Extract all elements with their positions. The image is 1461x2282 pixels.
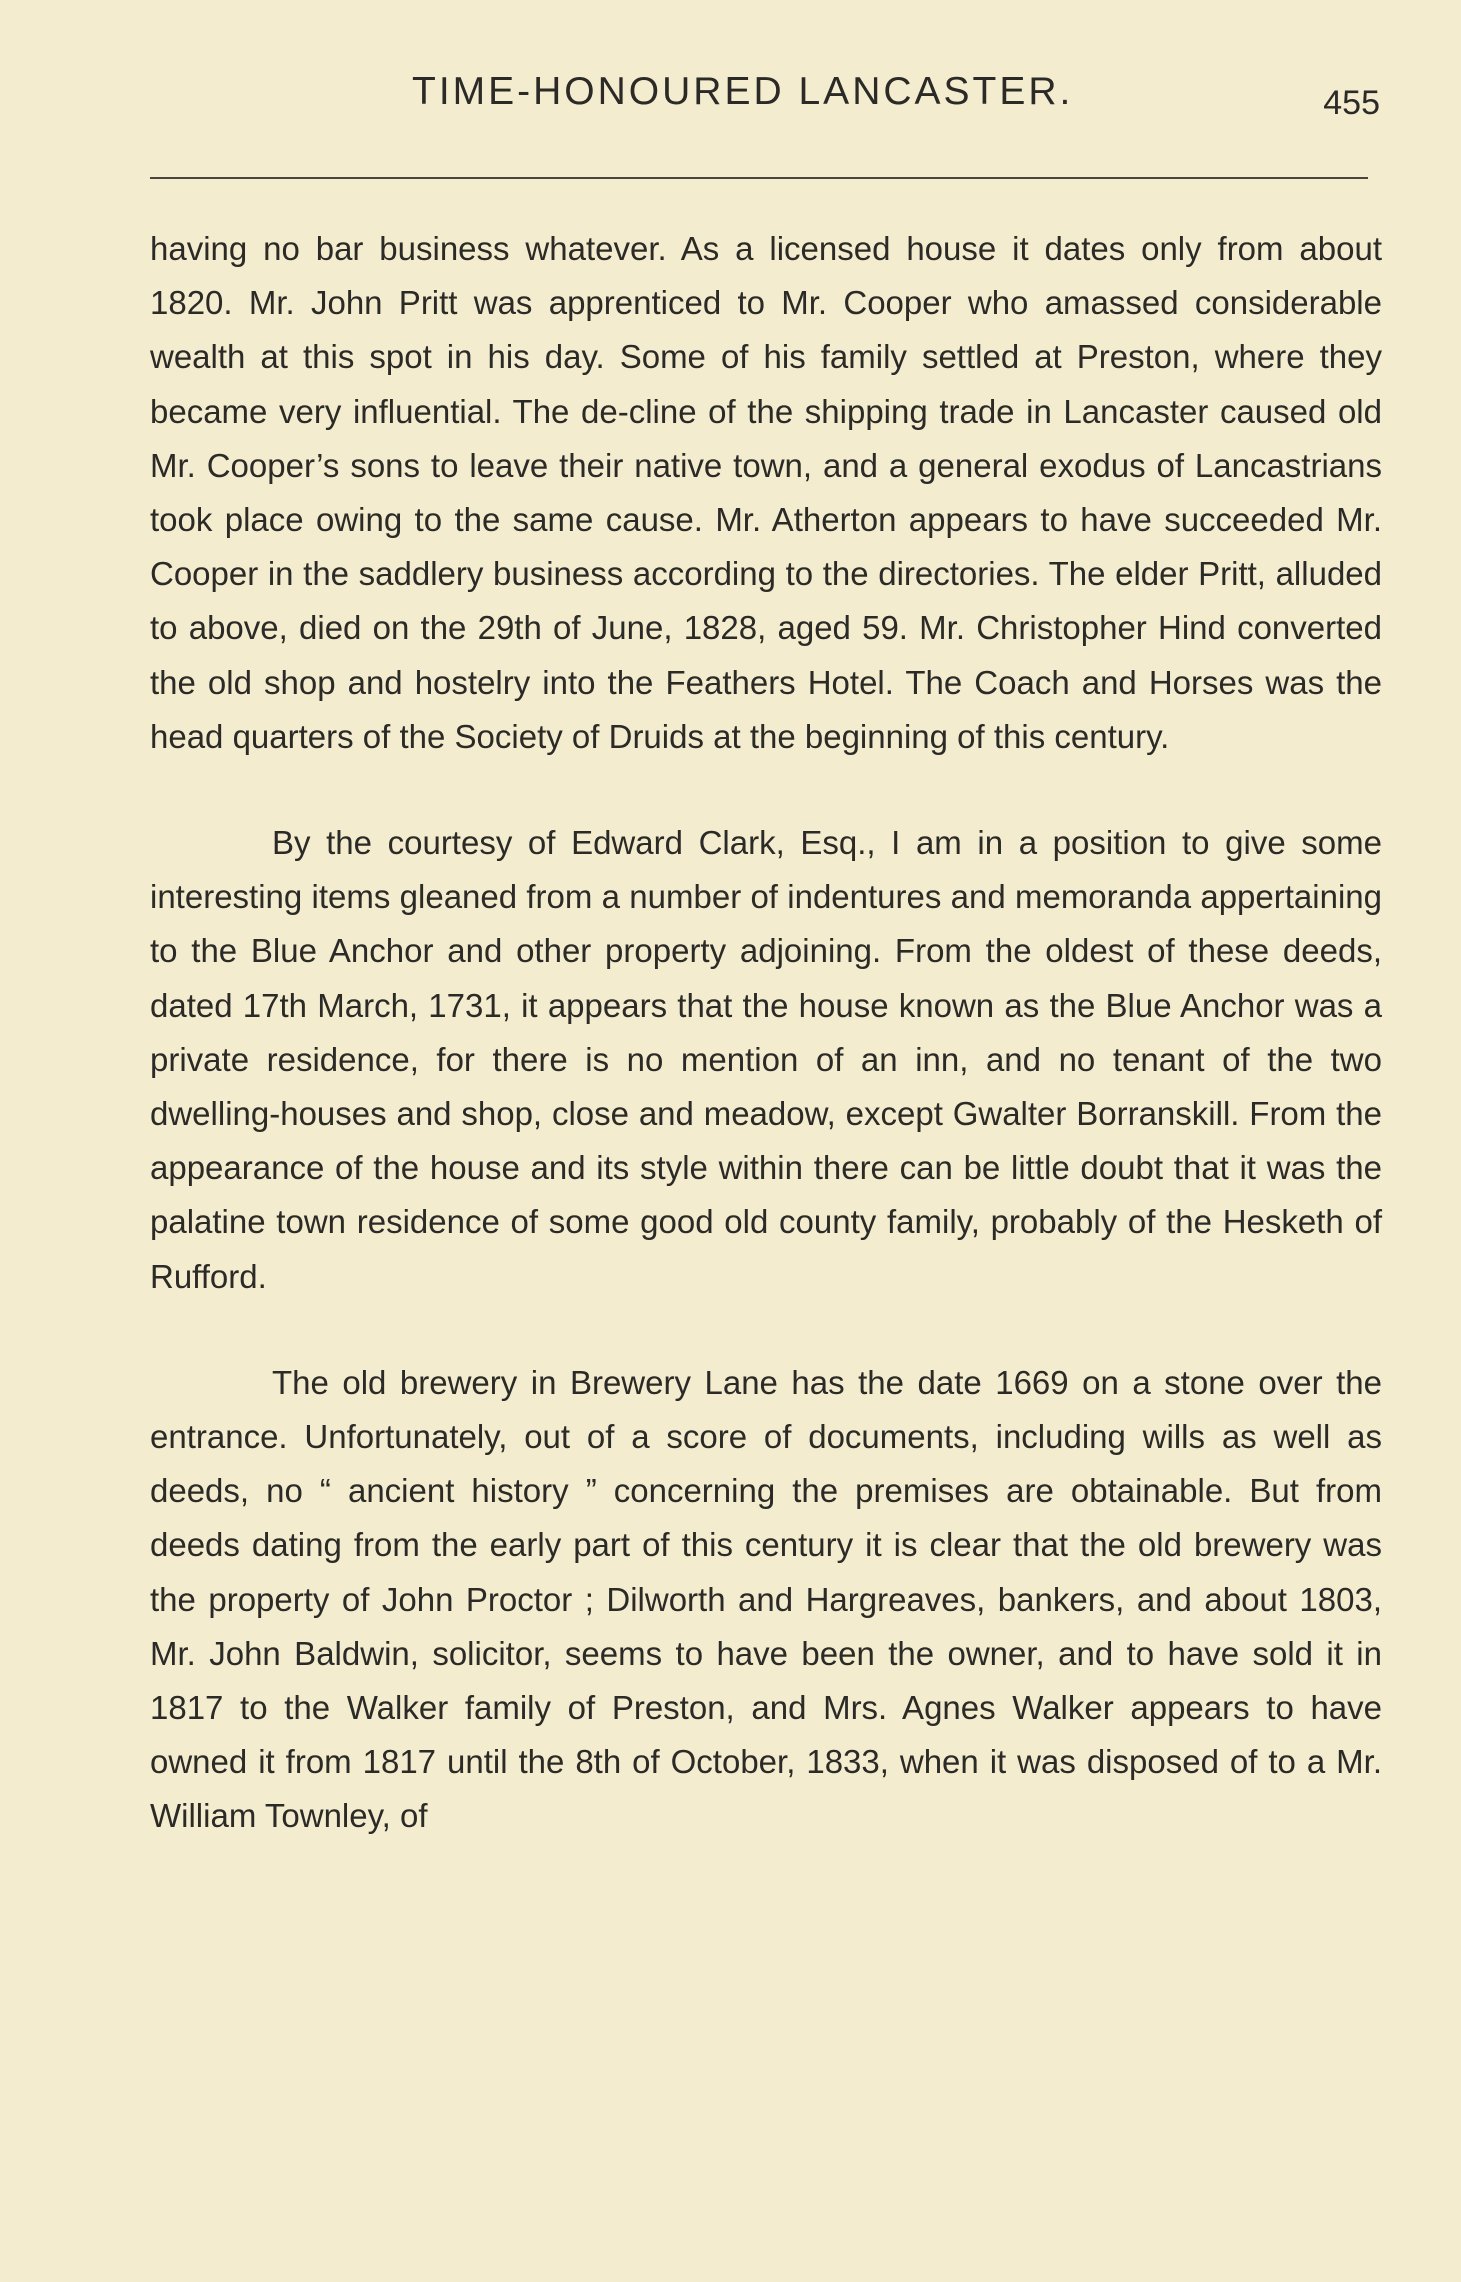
paragraph-2: By the courtesy of Edward Clark, Esq., I am in a position to give some interesting items gleaned from a number of indentures and memoranda appertaining to the Blue Anchor and other property adjoining. From the oldest of these deeds, dated 17th March, 1731, it appears that the house known as the Blue Anchor was a private residence, for there is no mention of an inn, and no tenant of the two dwelling-houses and shop, close and meadow, except Gwalter Borranskill. From the appearance of the house and its style within there can be little doubt that it was the palatine town residence of some good old county family, probably of the Hesketh of Rufford. <box>150 824 1382 1295</box>
page-header <box>150 70 1380 130</box>
header-rule <box>150 177 1368 179</box>
running-title: TIME-HONOURED LANCASTER. <box>412 70 1074 113</box>
page-number: 455 <box>1323 84 1380 122</box>
paragraph-1: having no bar business whatever. As a licensed house it dates only from about 1820. Mr. John Pritt was apprenticed to Mr. Cooper who amassed considerable wealth at this spot in his day. Some of his family settled at Preston, where they became very influential. The de-cline of the shipping trade in Lancaster caused old Mr. Cooper’s sons to leave their native town, and a general exodus of Lancastrians took place owing to the same cause. Mr. Atherton appears to have succeeded Mr. Cooper in the saddlery business according to the directories. The elder Pritt, alluded to above, died on the 29th of June, 1828, aged 59. Mr. Christopher Hind converted the old shop and hostelry into the Feathers Hotel. The Coach and Horses was the head quarters of the Society of Druids at the beginning of this century. <box>150 230 1382 755</box>
paragraph-3: The old brewery in Brewery Lane has the date 1669 on a stone over the entrance. Unfortunately, out of a score of documents, including wills as well as deeds, no “ ancient history ” concerning the premises are obtainable. But from deeds dating from the early part of this century it is clear that the old brewery was the property of John Proctor ; Dilworth and Hargreaves, bankers, and about 1803, Mr. John Baldwin, solicitor, seems to have been the owner, and to have sold it in 1817 to the Walker family of Preston, and Mrs. Agnes Walker appears to have owned it from 1817 until the 8th of October, 1833, when it was disposed of to a Mr. William Townley, of <box>150 1363 1382 1835</box>
body-text <box>150 222 1382 1896</box>
